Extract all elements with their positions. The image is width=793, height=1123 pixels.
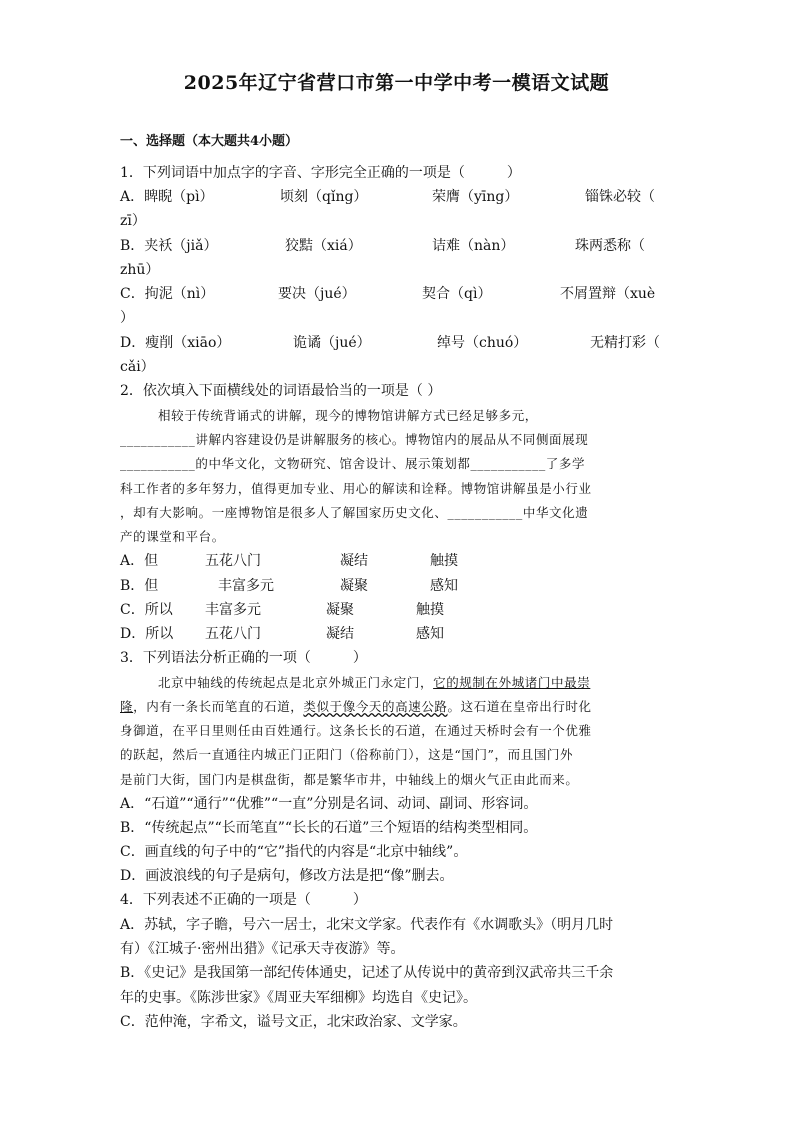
q4-option-b-line: B．《史记》是我国第一部纪传体通史，记述了从传说中的黄帝到汉武帝共三千余 — [120, 965, 614, 981]
q2-passage-line: 相较于传统背诵式的讲解，现今的博物馆讲解方式已经足够多元， — [158, 408, 538, 423]
q2-option-d-1: D．所以 — [120, 626, 174, 642]
q1-option-d-3: 绰号（chuó） — [437, 335, 528, 351]
q2-option-b-2: 丰富多元 — [218, 578, 274, 594]
q2-option-a-4: 触摸 — [430, 553, 458, 569]
q4-option-c: C．范仲淹，字希文，谥号文正，北宋政治家、文学家。 — [120, 1014, 467, 1030]
q4-option-a-line: 有）《江城子·密州出猎》《记承天寺夜游》等。 — [120, 941, 405, 957]
question-3-stem: 3．下列语法分析正确的一项（ ） — [120, 650, 367, 666]
q2-option-d-4: 感知 — [416, 626, 444, 642]
q1-option-d-2: 诡谲（jué） — [293, 335, 371, 351]
q2-option-a-1: A．但 — [120, 553, 159, 569]
q1-option-b-5: zhū） — [120, 262, 160, 278]
q2-option-d-3: 凝结 — [326, 626, 354, 642]
q3-passage-text: 。这石道在皇帝出行时化 — [447, 699, 592, 714]
q3-straight-underlined-sentence-end: 隆 — [120, 699, 134, 714]
q2-option-c-1: C．所以 — [120, 602, 173, 618]
q3-passage-line: 是前门大街，国门内是棋盘街，都是繁华市井，中轴线上的烟火气正由此而来。 — [120, 772, 579, 787]
q1-option-c-2: 要决（jué） — [278, 286, 356, 302]
q1-option-d-4: 无精打彩（ — [590, 335, 660, 351]
q2-passage-line: ，却有大影响。一座博物馆是很多人了解国家历史文化、___________中华文化遗 — [120, 505, 589, 520]
q2-option-b-1: B．但 — [120, 578, 159, 594]
q2-passage-line: 科工作者的多年努力，值得更加专业、用心的解读和诠释。博物馆讲解虽是小行业 — [120, 481, 592, 496]
q3-passage-line — [120, 697, 592, 717]
q3-straight-underlined-sentence: 它的规制在外城诸门中最崇 — [433, 675, 591, 690]
q1-option-b-4: 珠两悉称（ — [575, 238, 645, 254]
q3-option-a: A．“石道”“通行”“优雅”“一直”分别是名词、动词、副词、形容词。 — [120, 796, 538, 812]
q3-option-c: C．画直线的句子中的“它”指代的内容是“北京中轴线”。 — [120, 844, 468, 860]
q1-option-b-1: B．夹袄（jiǎ） — [120, 238, 218, 254]
q1-option-c-1: C．拘泥（nì） — [120, 286, 215, 302]
q1-option-a-2: 顷刻（qǐng） — [280, 189, 368, 205]
section-heading: 一、选择题（本大题共4小题） — [120, 134, 299, 149]
q2-passage-line: ___________的中华文化，文物研究、馆舍设计、展示策划都___________了多学 — [120, 456, 586, 471]
question-2-stem: 2．依次填入下面横线处的词语最恰当的一项是（ ） — [120, 383, 442, 399]
q1-option-a-5: zī） — [120, 213, 146, 229]
q1-option-c-4: 不屑置辩（xuè — [560, 286, 656, 302]
q1-option-d-1: D．瘦削（xiāo） — [120, 335, 231, 351]
q1-option-a-3: 荣膺（yīng） — [432, 189, 519, 205]
q1-option-b-2: 狡黠（xiá） — [285, 238, 362, 254]
q3-passage-text: 北京中轴线的传统起点是北京外城正门永定门， — [158, 675, 434, 690]
question-1-stem: 1．下列词语中加点字的字音、字形完全正确的一项是（ ） — [120, 165, 521, 181]
q1-option-c-3: 契合（qì） — [422, 286, 492, 302]
q2-option-c-4: 触摸 — [416, 602, 444, 618]
q2-passage-line: ___________讲解内容建设仍是讲解服务的核心。博物馆内的展品从不同侧面展现 — [120, 432, 589, 447]
q3-passage-text: ，内有一条长而笔直的石道， — [133, 699, 304, 714]
q2-option-d-2: 五花八门 — [205, 626, 261, 642]
q3-passage-line: 身御道，在平日里则任由百姓通行。这条长长的石道，在通过天桥时会有一个优雅 — [120, 723, 592, 738]
q1-option-d-5: cǎi） — [120, 359, 155, 375]
q3-option-b: B．“传统起点”“长而笔直”“长长的石道”三个短语的结构类型相同。 — [120, 820, 538, 836]
q1-option-b-3: 诘难（nàn） — [432, 238, 515, 254]
question-4-stem: 4．下列表述不正确的一项是（ ） — [120, 892, 367, 908]
q2-option-b-4: 感知 — [430, 578, 458, 594]
page-title: 2025年辽宁省营口市第一中学中考一模语文试题 — [183, 72, 610, 94]
q1-option-c-5: ） — [120, 310, 134, 326]
q2-passage-line: 产的课堂和平台。 — [120, 529, 225, 544]
q1-option-a-1: A．睥睨（pì） — [120, 189, 214, 205]
q1-option-a-4: 锱铢必较（ — [585, 189, 655, 205]
q2-option-b-3: 凝聚 — [340, 578, 368, 594]
q3-option-d: D．画波浪线的句子是病句，修改方法是把“像”删去。 — [120, 868, 454, 884]
q2-option-c-2: 丰富多元 — [205, 602, 261, 618]
q4-option-a-line: A．苏轼，字子瞻，号六一居士，北宋文学家。代表作有《水调歌头》（明月几时 — [120, 917, 614, 933]
q2-option-a-3: 凝结 — [340, 553, 368, 569]
q3-wavy-underlined-sentence: 类似于像今天的高速公路 — [303, 699, 448, 714]
q3-passage-line: 的跃起，然后一直通往内城正门正阳门（俗称前门），这是“国门”，而且国门外 — [120, 747, 574, 762]
q3-passage-line — [158, 673, 590, 693]
q4-option-b-line: 年的史事。《陈涉世家》《周亚夫军细柳》均选自《史记》。 — [120, 990, 477, 1006]
q2-option-a-2: 五花八门 — [205, 553, 261, 569]
q2-option-c-3: 凝聚 — [326, 602, 354, 618]
